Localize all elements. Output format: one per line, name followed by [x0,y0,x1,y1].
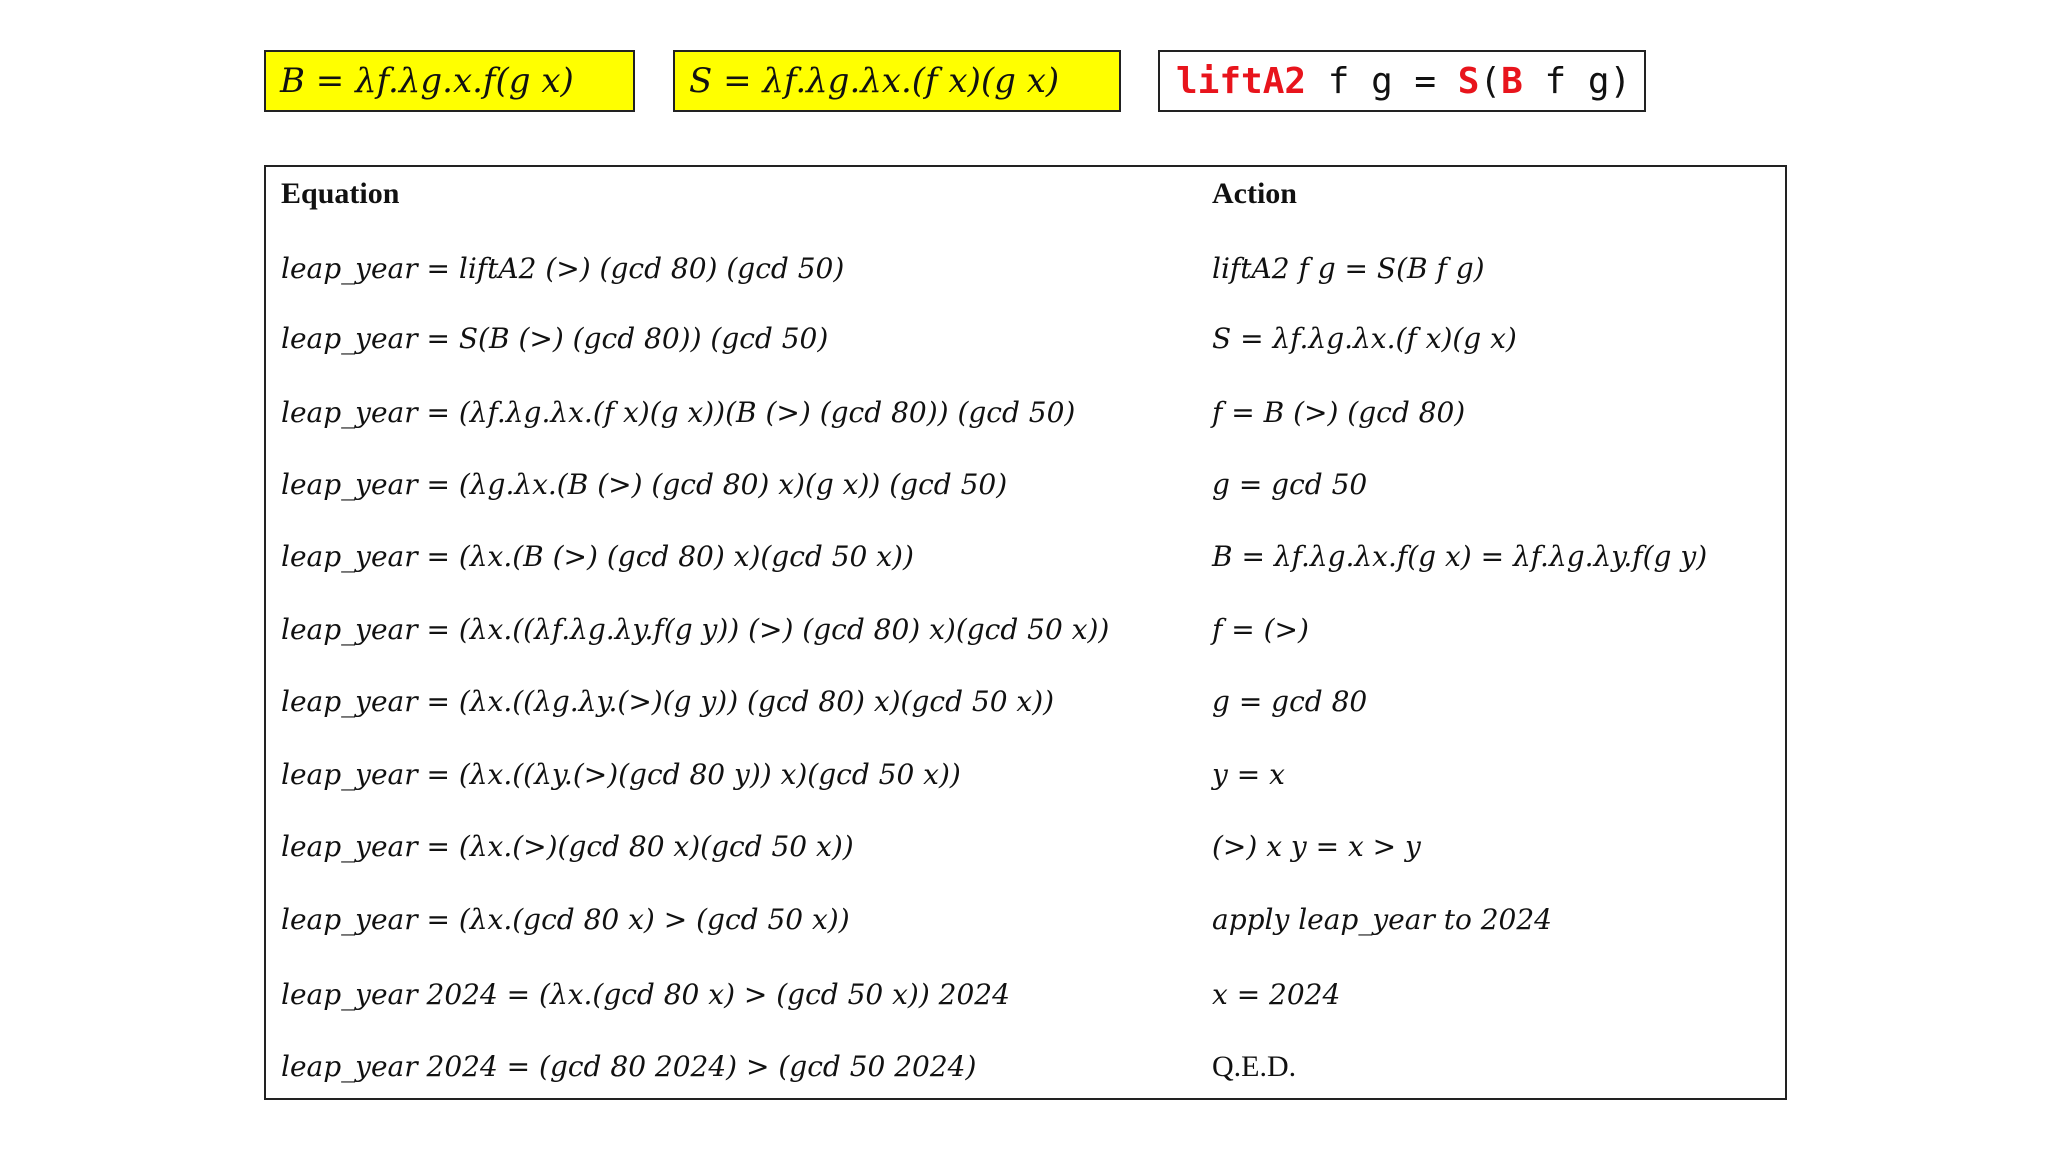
equation-cell: leap_year = liftA2 (>) (gcd 80) (gcd 50) [281,252,845,285]
b-combinator-definition [264,50,635,112]
equation-cell: leap_year = (λx.(gcd 80 x) > (gcd 50 x)) [281,903,850,936]
table-row [266,677,1785,727]
equation-cell: leap_year = (λg.λx.(B (>) (gcd 80) x)(g x)) (gcd 50) [281,468,1008,501]
action-cell: (>) x y = x > y [1212,830,1421,863]
table-row [266,460,1785,510]
s-combinator-definition [673,50,1121,112]
equation-cell: leap_year = (λx.(B (>) (gcd 80) x)(gcd 50 x)) [281,540,914,573]
action-cell: S = λf.λg.λx.(f x)(g x) [1212,322,1517,355]
action-cell: Q.E.D. [1212,1050,1297,1083]
action-header: Action [1212,177,1297,210]
table-row [266,895,1785,945]
table-row [266,970,1785,1020]
lifta2-s-keyword: S [1457,60,1480,102]
equation-header: Equation [281,177,400,210]
lifta2-definition [1158,50,1646,112]
equation-cell: leap_year 2024 = (gcd 80 2024) > (gcd 50 2024) [281,1050,977,1083]
s-combinator-text: S = λf.λg.λx.(f x)(g x) [689,61,1060,101]
equation-cell: leap_year = (λx.((λy.(>)(gcd 80 y)) x)(gcd 50 x)) [281,758,961,791]
table-row [266,1042,1785,1092]
table-row [266,605,1785,655]
action-cell: B = λf.λg.λx.f(g x) = λf.λg.λy.f(g y) [1212,540,1708,573]
lifta2-open-paren: ( [1479,60,1502,102]
table-row [266,750,1785,800]
equation-cell: leap_year 2024 = (λx.(gcd 80 x) > (gcd 50 x)) 2024 [281,978,1010,1011]
equation-cell: leap_year = (λx.(>)(gcd 80 x)(gcd 50 x)) [281,830,854,863]
lifta2-b-keyword: B [1501,60,1523,102]
lifta2-keyword: liftA2 [1176,60,1307,102]
b-combinator-text: B = λf.λg.x.f(g x) [280,61,574,101]
equation-cell: leap_year = (λf.λg.λx.(f x)(g x))(B (>) (gcd 80)) (gcd 50) [281,396,1076,429]
table-row [266,822,1785,872]
table-row [266,388,1785,438]
derivation-table [264,165,1787,1100]
table-row [266,314,1785,364]
lifta2-rest: f g) [1522,60,1632,102]
table-row [266,244,1785,294]
action-cell: f = B (>) (gcd 80) [1212,396,1466,429]
action-cell: x = 2024 [1212,978,1341,1011]
action-cell: g = gcd 80 [1212,685,1368,718]
action-cell: apply leap_year to 2024 [1212,903,1552,936]
equation-cell: leap_year = (λx.((λg.λy.(>)(g y)) (gcd 80) x)(gcd 50 x)) [281,685,1055,718]
equation-cell: leap_year = (λx.((λf.λg.λy.f(g y)) (>) (gcd 80) x)(gcd 50 x)) [281,613,1110,646]
action-cell: f = (>) [1212,613,1309,646]
action-cell: y = x [1212,758,1285,791]
table-row [266,532,1785,582]
lifta2-args: f g = [1306,60,1458,102]
equation-cell: leap_year = S(B (>) (gcd 80)) (gcd 50) [281,322,829,355]
action-cell: liftA2 f g = S(B f g) [1212,252,1485,285]
action-cell: g = gcd 50 [1212,468,1368,501]
